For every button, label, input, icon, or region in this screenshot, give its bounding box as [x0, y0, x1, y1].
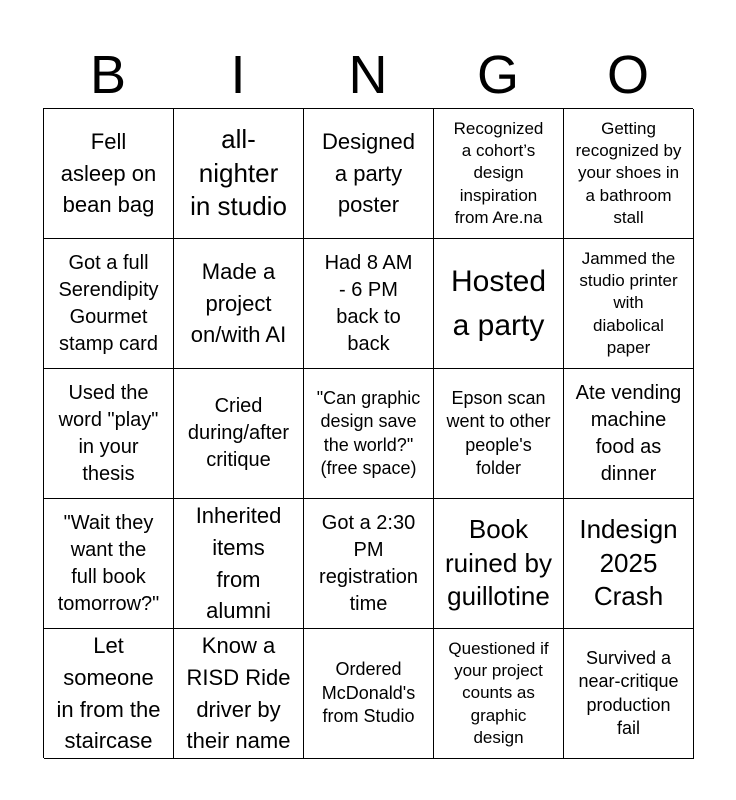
bingo-cell-r3-c3[interactable] — [304, 369, 434, 499]
bingo-cell-r4-c1[interactable] — [44, 499, 174, 629]
cell-text: Epson scan went to other people's folder — [446, 387, 551, 478]
cell-text: "Wait they want the full book tomorrow?" — [57, 511, 160, 615]
cell-text: Jammed the studio printer with diabolical paper — [579, 249, 678, 357]
bingo-cell-r3-c2[interactable] — [174, 369, 304, 499]
bingo-cell-r1-c1[interactable] — [44, 109, 174, 239]
bingo-cell-r2-c5[interactable] — [564, 239, 694, 369]
cell-text: Designed a party poster — [322, 128, 415, 218]
bingo-cell-r5-c4[interactable] — [434, 629, 564, 759]
bingo-cell-r1-c4[interactable] — [434, 109, 564, 239]
cell-text: Getting recognized by your shoes in a bathroom stall — [575, 119, 682, 227]
bingo-cell-r1-c3[interactable] — [304, 109, 434, 239]
bingo-cell-r1-c2[interactable] — [174, 109, 304, 239]
bingo-cell-r5-c5[interactable] — [564, 629, 694, 759]
cell-text: Made a project on/with AI — [190, 258, 287, 348]
bingo-cell-r3-c4[interactable] — [434, 369, 564, 499]
cell-text: Had 8 AM - 6 PM back to back — [324, 251, 413, 355]
cell-text: Know a RISD Ride driver by their name — [186, 632, 291, 754]
bingo-cell-r2-c1[interactable] — [44, 239, 174, 369]
cell-text: "Can graphic design save the world?" (free space) — [316, 387, 421, 478]
cell-text: Fell asleep on bean bag — [60, 128, 157, 218]
cell-text: Used the word "play" in your thesis — [58, 381, 159, 485]
cell-text: Hosted a party — [450, 265, 547, 342]
bingo-cell-r3-c1[interactable] — [44, 369, 174, 499]
cell-text: Cried during/after critique — [187, 395, 290, 471]
bingo-cell-r2-c4[interactable] — [434, 239, 564, 369]
bingo-header — [43, 42, 693, 108]
header-letter-i: I — [230, 45, 246, 105]
bingo-grid — [43, 108, 693, 758]
bingo-cell-r5-c1[interactable] — [44, 629, 174, 759]
cell-text: all- nighter in studio — [190, 123, 287, 222]
cell-text: Questioned if your project counts as graphic design — [448, 639, 549, 747]
cell-text: Inherited items from alumni — [195, 502, 282, 624]
bingo-cell-r4-c4[interactable] — [434, 499, 564, 629]
bingo-cell-r1-c5[interactable] — [564, 109, 694, 239]
header-letter-n: N — [348, 45, 388, 105]
header-letter-b: B — [89, 45, 127, 105]
bingo-cell-r4-c2[interactable] — [174, 499, 304, 629]
bingo-cell-r5-c3[interactable] — [304, 629, 434, 759]
bingo-cell-r5-c2[interactable] — [174, 629, 304, 759]
cell-text: Indesign 2025 Crash — [579, 513, 678, 612]
cell-text: Ordered McDonald's from Studio — [321, 659, 416, 727]
bingo-cell-r3-c5[interactable] — [564, 369, 694, 499]
cell-text: Survived a near-critique production fail — [578, 647, 679, 738]
bingo-cell-r4-c3[interactable] — [304, 499, 434, 629]
bingo-cell-r2-c3[interactable] — [304, 239, 434, 369]
cell-text: Ate vending machine food as dinner — [575, 381, 682, 485]
bingo-cell-r2-c2[interactable] — [174, 239, 304, 369]
header-letter-o: O — [606, 45, 649, 105]
header-letter-g: G — [476, 45, 519, 105]
bingo-cell-r4-c5[interactable] — [564, 499, 694, 629]
cell-text: Recognized a cohort’s design inspiration from Are.na — [453, 119, 544, 227]
cell-text: Got a 2:30 PM registration time — [319, 511, 418, 615]
cell-text: Got a full Serendipity Gourmet stamp card — [58, 251, 159, 355]
cell-text: Let someone in from the staircase — [56, 632, 161, 754]
cell-text: Book ruined by guillotine — [445, 513, 552, 612]
